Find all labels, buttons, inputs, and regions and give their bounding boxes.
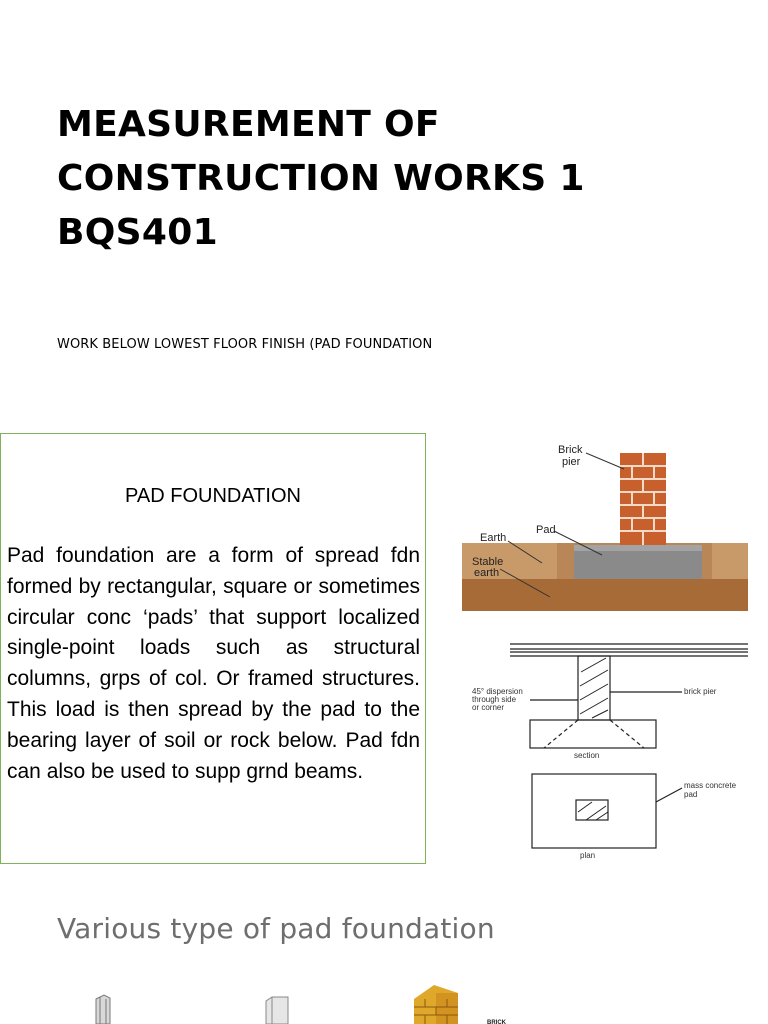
pad-foundation-diagram [462,433,768,623]
label-pier: pier [562,456,581,468]
title-line-1: MEASUREMENT OF [57,104,440,145]
stable-earth-layer [462,579,748,611]
pad-foundation-textbox [0,433,426,864]
concrete-column-thumb [266,997,288,1024]
label-pad: Pad [536,524,556,536]
section-heading-pad-types: Various type of pad foundation [57,912,495,945]
label-earth: Earth [480,532,507,544]
title-line-2: CONSTRUCTION WORKS 1 [57,158,585,199]
slide-subtitle: WORK BELOW LOWEST FLOOR FINISH (PAD FOUNDATION [57,337,433,352]
label-brick-pier: brick pier [684,687,717,696]
label-plan: plan [580,851,596,860]
label-section: section [574,751,600,760]
label-brick-thumb: BRICK [487,1020,506,1024]
label-dispersion-1: 45° dispersion [472,687,523,696]
brick-pier-thumb [414,985,458,1024]
title-line-3: BQS401 [57,212,218,253]
textbox-body: Pad foundation are a form of spread fdn formed by rectangular, square or sometimes circular conc ‘pads’ that support localized single-point loads such as structural columns, grps of col. Or framed structures. This load is then spread by the pad to the bearing layer of soil or rock below. Pad fdn can also be used to supp grnd beams. [7,544,420,783]
label-stable-earth: earth [474,567,500,579]
pad-plan [532,774,656,848]
label-stable: Stable [472,556,504,568]
steel-column-thumb [96,995,110,1024]
brick-pier [620,453,666,545]
label-mass-concrete-2: pad [684,790,698,799]
label-dispersion-3: or corner [472,703,505,712]
textbox-heading: PAD FOUNDATION [125,485,301,507]
label-mass-concrete-1: mass concrete [684,781,737,790]
section-plan-diagram [468,632,768,864]
pad-type-thumbnails [0,985,768,1024]
label-dispersion-2: through side [472,695,517,704]
pier-section [578,656,610,720]
slide-title [57,98,585,260]
label-brick: Brick [558,444,583,456]
